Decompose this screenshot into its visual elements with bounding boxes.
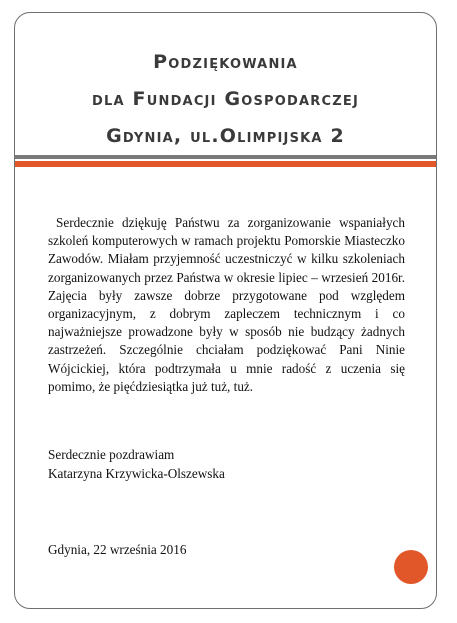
title-line-2: dla Fundacji Gospodarczej (92, 88, 359, 110)
title-line-3: Gdynia, ul.Olimpijska 2 (106, 125, 345, 147)
decorative-dot (394, 550, 428, 584)
title-divider-accent (15, 161, 436, 167)
letter-body: Serdecznie dziękuję Państwu za zorganizowanie wspaniałych szkoleń komputerowych w ramach projektu Pomorskie Miasteczko Zawodów. Miałam przyjemność uczestniczyć w kilku szkoleniach zorganizowanych przez Państwa w okresie lipiec – wrzesień 2016r. Zajęcia były zawsze dobrze przygotowane pod względem organizacyjnym, z dobrym zapleczem technicznym i co najważniejsze prowadzone były w sposób nie budzący żadnych zastrzeżeń. Szczególnie chciałam podziękować Pani Ninie Wójcickiej, która podtrzymała u mnie radość z uczenia się pomimo, że pięćdziesiątka już tuż, tuż. (48, 215, 405, 394)
signature-name: Katarzyna Krzywicka-Olszewska (48, 465, 225, 481)
letter-closing (48, 446, 405, 483)
letter-title (14, 44, 437, 155)
title-line-1: Podziękowania (153, 51, 298, 73)
closing-greeting: Serdecznie pozdrawiam (48, 447, 175, 462)
title-divider-dark (15, 155, 436, 159)
letter-date: Gdynia, 22 września 2016 (48, 542, 187, 557)
